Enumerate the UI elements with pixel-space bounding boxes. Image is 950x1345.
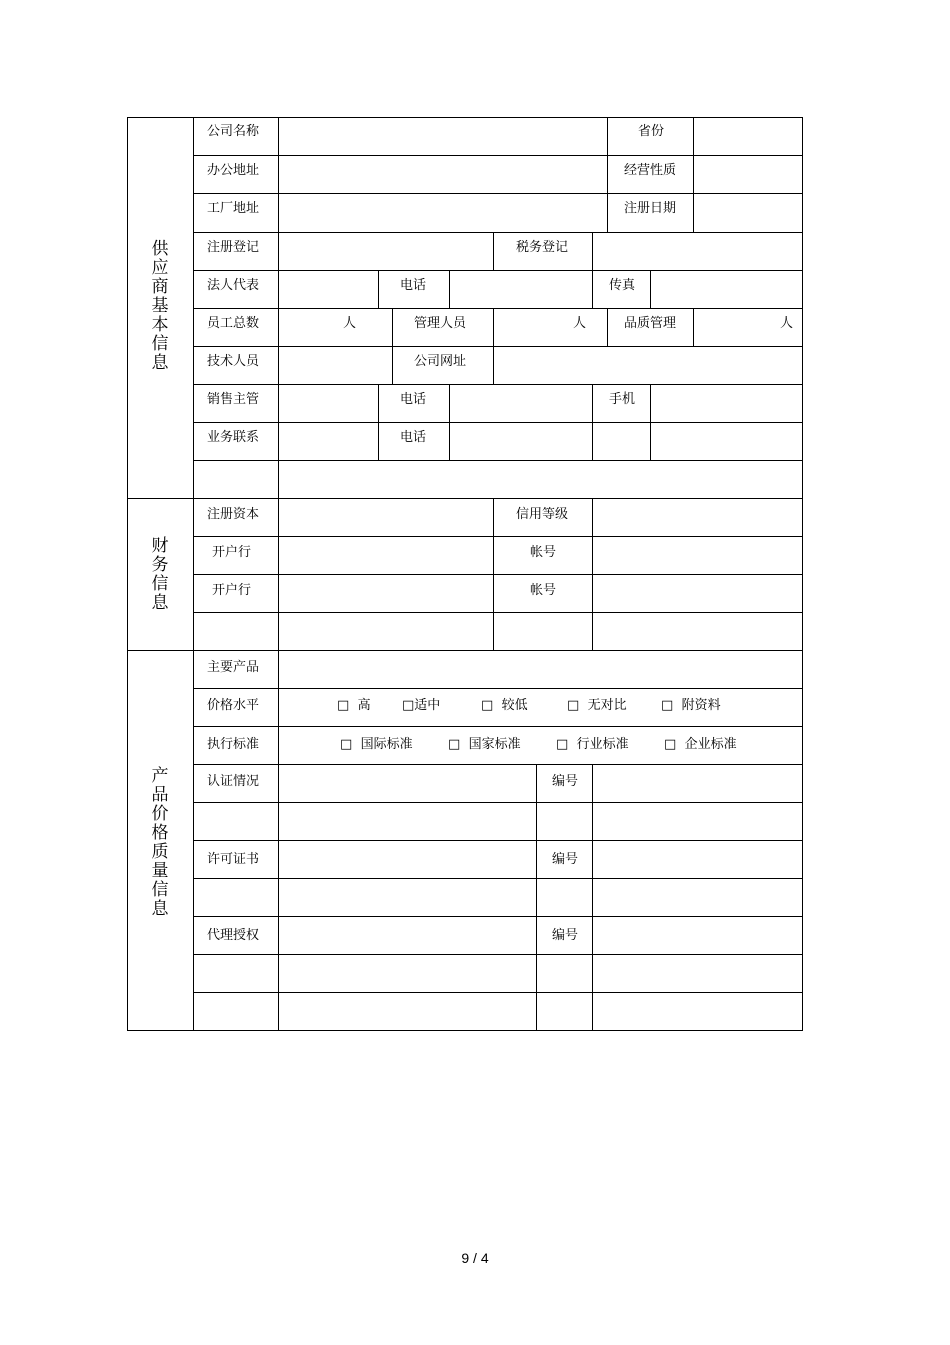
label-tax-registration: 税务登记 — [516, 240, 569, 255]
label-business-contact: 业务联系 — [207, 430, 260, 445]
label-number: 编号 — [552, 774, 579, 789]
rule — [193, 117, 194, 1031]
rule — [193, 688, 803, 689]
label-license: 许可证书 — [207, 852, 260, 867]
label-account: 帐号 — [530, 583, 557, 598]
rule — [193, 193, 803, 194]
label-credit-rating: 信用等级 — [516, 507, 569, 522]
label-person-unit: 人 — [573, 316, 587, 331]
rule — [193, 232, 803, 233]
standard-option-industry[interactable]: □ 行业标准 — [556, 737, 629, 752]
rule — [493, 346, 494, 384]
rule — [193, 840, 803, 841]
standard-option-label: 国家标准 — [468, 737, 521, 752]
label-business-nature: 经营性质 — [624, 163, 677, 178]
rule — [592, 232, 593, 270]
rule — [493, 308, 494, 346]
rule — [193, 460, 803, 461]
rule — [392, 346, 393, 384]
label-registered-capital: 注册资本 — [207, 507, 260, 522]
page-number: 9 / 4 — [461, 1250, 489, 1266]
standard-option-enterprise[interactable]: □ 企业标准 — [664, 737, 737, 752]
price-option-label: 附资料 — [681, 698, 721, 713]
rule — [493, 498, 494, 650]
rule — [193, 346, 803, 347]
label-agency-authorization: 代理授权 — [207, 928, 260, 943]
rule — [592, 270, 593, 308]
label-main-products: 主要产品 — [207, 660, 260, 675]
label-bank: 开户行 — [212, 545, 252, 560]
label-person-unit: 人 — [343, 316, 357, 331]
rule — [193, 155, 803, 156]
rule — [193, 384, 803, 385]
rule — [193, 574, 803, 575]
label-registration-date: 注册日期 — [624, 201, 677, 216]
standard-option-label: 行业标准 — [576, 737, 629, 752]
label-bank: 开户行 — [212, 583, 252, 598]
rule — [127, 1030, 803, 1031]
rule — [193, 802, 803, 803]
rule — [607, 117, 608, 232]
price-option-label: 较低 — [501, 698, 528, 713]
rule — [193, 916, 803, 917]
label-phone: 电话 — [400, 430, 427, 445]
rule — [278, 117, 279, 1031]
price-option-label: 高 — [357, 698, 371, 713]
rule — [193, 764, 803, 765]
rule — [193, 954, 803, 955]
label-fax: 传真 — [609, 278, 636, 293]
label-quality-management: 品质管理 — [624, 316, 677, 331]
rule — [193, 270, 803, 271]
rule — [193, 612, 803, 613]
standard-option-national[interactable]: □ 国家标准 — [448, 737, 521, 752]
rule — [378, 270, 379, 308]
rule — [493, 232, 494, 270]
rule — [449, 270, 450, 308]
standard-option-international[interactable]: □ 国际标准 — [340, 737, 413, 752]
label-factory-address: 工厂地址 — [207, 201, 260, 216]
label-account: 帐号 — [530, 545, 557, 560]
label-phone: 电话 — [400, 278, 427, 293]
label-office-address: 办公地址 — [207, 163, 260, 178]
rule — [193, 536, 803, 537]
label-person-unit: 人 — [780, 316, 794, 331]
standard-option-label: 国际标准 — [360, 737, 413, 752]
rule — [127, 498, 803, 499]
rule — [193, 726, 803, 727]
rule — [193, 422, 803, 423]
rule — [127, 650, 803, 651]
label-number: 编号 — [552, 928, 579, 943]
label-mobile: 手机 — [609, 392, 636, 407]
label-province: 省份 — [638, 124, 665, 139]
rule — [592, 764, 593, 1030]
label-sales-manager: 销售主管 — [207, 392, 260, 407]
label-price-level: 价格水平 — [207, 698, 260, 713]
rule — [193, 992, 803, 993]
rule — [693, 308, 694, 346]
price-option-label: 无对比 — [587, 698, 627, 713]
rule — [592, 498, 593, 650]
rule — [392, 308, 393, 346]
rule — [607, 308, 608, 346]
label-execution-standard: 执行标准 — [207, 737, 260, 752]
rule — [127, 117, 803, 118]
standard-option-label: 企业标准 — [684, 737, 737, 752]
rule — [650, 270, 651, 308]
rule — [693, 117, 694, 232]
rule — [650, 384, 651, 460]
label-certification: 认证情况 — [207, 774, 260, 789]
label-registration: 注册登记 — [207, 240, 260, 255]
label-phone: 电话 — [400, 392, 427, 407]
rule — [193, 878, 803, 879]
label-company-website: 公司网址 — [414, 354, 467, 369]
price-option-high[interactable]: □ 高 — [337, 698, 371, 713]
price-option-medium[interactable]: □适中 — [402, 698, 441, 713]
rule — [193, 308, 803, 309]
price-option-label: 适中 — [414, 698, 441, 713]
price-option-none[interactable]: □ 无对比 — [567, 698, 627, 713]
label-total-staff: 员工总数 — [207, 316, 260, 331]
rule — [127, 117, 128, 1031]
label-management-staff: 管理人员 — [414, 316, 467, 331]
section-title-finance: 财务信息 — [151, 536, 169, 613]
rule — [378, 384, 379, 460]
rule — [592, 384, 593, 460]
label-company-name: 公司名称 — [207, 124, 260, 139]
rule — [802, 117, 803, 1031]
rule — [536, 764, 537, 1030]
price-option-attached[interactable]: □ 附资料 — [661, 698, 721, 713]
section-title-basic: 供应商基本信息 — [151, 239, 169, 373]
label-legal-rep: 法人代表 — [207, 278, 260, 293]
price-option-low[interactable]: □ 较低 — [481, 698, 528, 713]
section-title-product: 产品价格质量信息 — [151, 766, 169, 919]
label-technical-staff: 技术人员 — [207, 354, 260, 369]
label-number: 编号 — [552, 852, 579, 867]
rule — [449, 384, 450, 460]
